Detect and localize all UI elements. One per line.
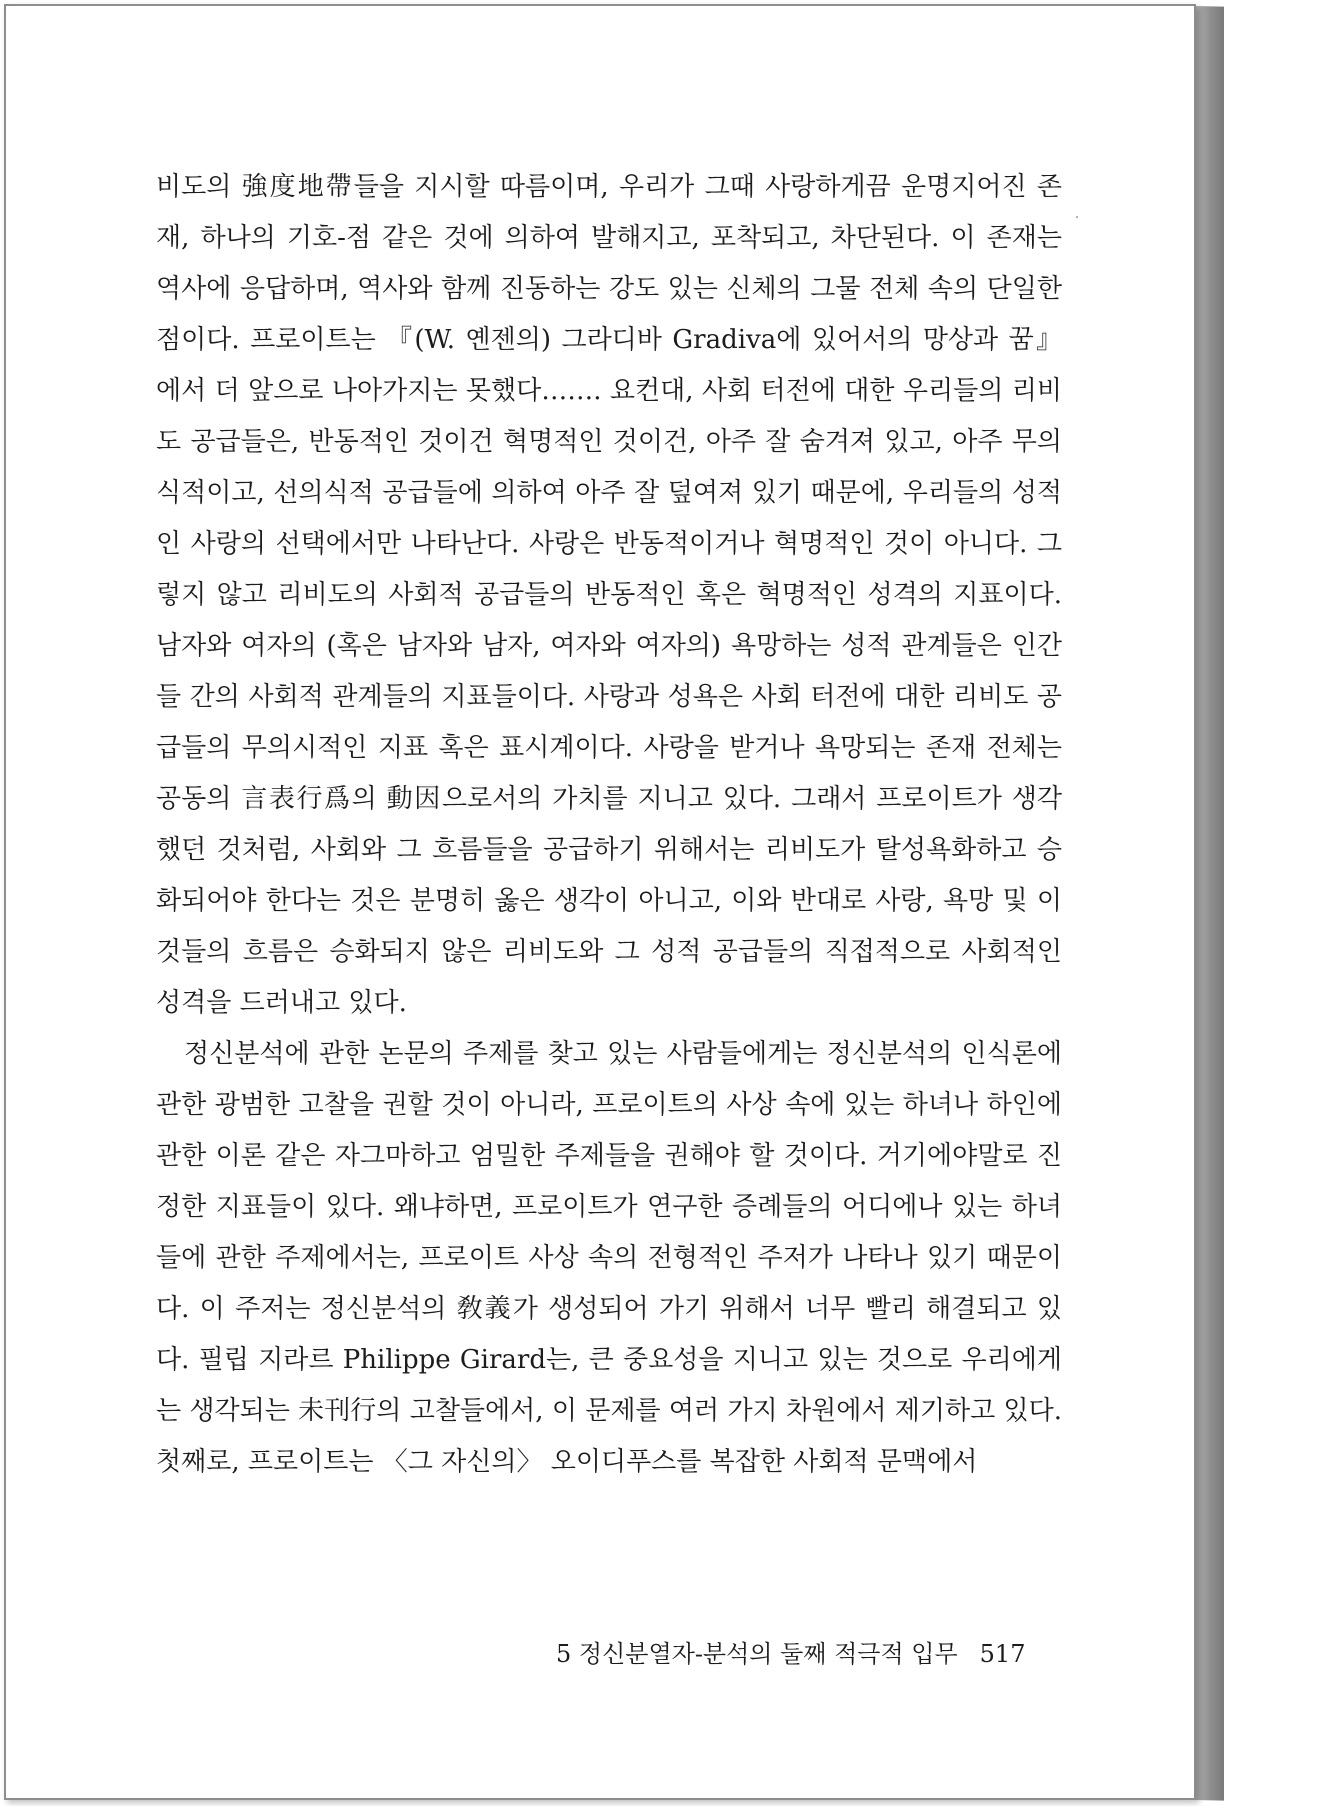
paragraph-2: 정신분석에 관한 논문의 주제를 찾고 있는 사람들에게는 정신분석의 인식론에 관한 광범한 고찰을 권할 것이 아니라, 프로이트의 사상 속에 있는 하녀나 하인에 관한 이론 같은 자그마하고 엄밀한 주제들을 권해야 할 것이다. 거기에야말로 진정한 지표들이 있다. 왜냐하면, 프로이트가 연구한 증례들의 어디에나 있는 하녀들에 관한 주제에서는, 프로이트 사상 속의 전형적인 주저가 나타나 있기 때문이다. 이 주저는 정신분석의 敎義가 생성되어 가기 위해서 너무 빨리 해결되고 있다. 필립 지라르 Philippe Girard는, 큰 중요성을 지니고 있는 것으로 우리에게는 생각되는 未刊行의 고찰들에서, 이 문제를 여러 가지 차원에서 제기하고 있다. 첫째로, 프로이트는 〈그 자신의〉 오이디푸스를 복잡한 사회적 문맥에서 bbox=[156, 1039, 1062, 1477]
scan-speck bbox=[1076, 216, 1078, 218]
paragraph-1: 비도의 強度地帶들을 지시할 따름이며, 우리가 그때 사랑하게끔 운명지어진 존재, 하나의 기호-점 같은 것에 의하여 발해지고, 포착되고, 차단된다. 이 존재는 역사에 응답하며, 역사와 함께 진동하는 강도 있는 신체의 그물 전체 속의 단일한 점이다. 프로이트는 『(W. 옌젠의) 그라디바 Gradiva에 있어서의 망상과 꿈』에서 더 앞으로 나아가지는 못했다……. 요컨대, 사회 터전에 대한 우리들의 리비도 공급들은, 반동적인 것이건 혁명적인 것이건, 아주 잘 숨겨져 있고, 아주 무의식적이고, 선의식적 공급들에 의하여 아주 잘 덮여져 있기 때문에, 우리들의 성적인 사랑의 선택에서만 나타난다. 사랑은 반동적이거나 혁명적인 것이 아니다. 그렇지 않고 리비도의 사회적 공급들의 반동적인 혹은 혁명적인 성격의 지표이다. 남자와 여자의 (혹은 남자와 남자, 여자와 여자의) 욕망하는 성적 관계들은 인간들 간의 사회적 관계들의 지표들이다. 사랑과 성욕은 사회 터전에 대한 리비도 공급들의 무의시적인 지표 혹은 표시계이다. 사랑을 받거나 욕망되는 존재 전체는 공동의 言表行爲의 動因으로서의 가치를 지니고 있다. 그래서 프로이트가 생각했던 것처럼, 사회와 그 흐름들을 공급하기 위해서는 리비도가 탈성욕화하고 승화되어야 한다는 것은 분명히 옳은 생각이 아니고, 이와 반대로 사랑, 욕망 및 이것들의 흐름은 승화되지 않은 리비도와 그 성적 공급들의 직접적으로 사회적인 성격을 드러내고 있다. bbox=[156, 172, 1062, 1018]
page-edge-shadow bbox=[1194, 6, 1224, 1801]
running-title: 5 정신분열자-분석의 둘째 적극적 입무 bbox=[556, 1640, 958, 1668]
page-number: 517 bbox=[979, 1640, 1026, 1668]
body-text bbox=[156, 162, 1062, 1488]
page-footer bbox=[556, 1634, 1025, 1669]
book-page bbox=[4, 4, 1196, 1800]
